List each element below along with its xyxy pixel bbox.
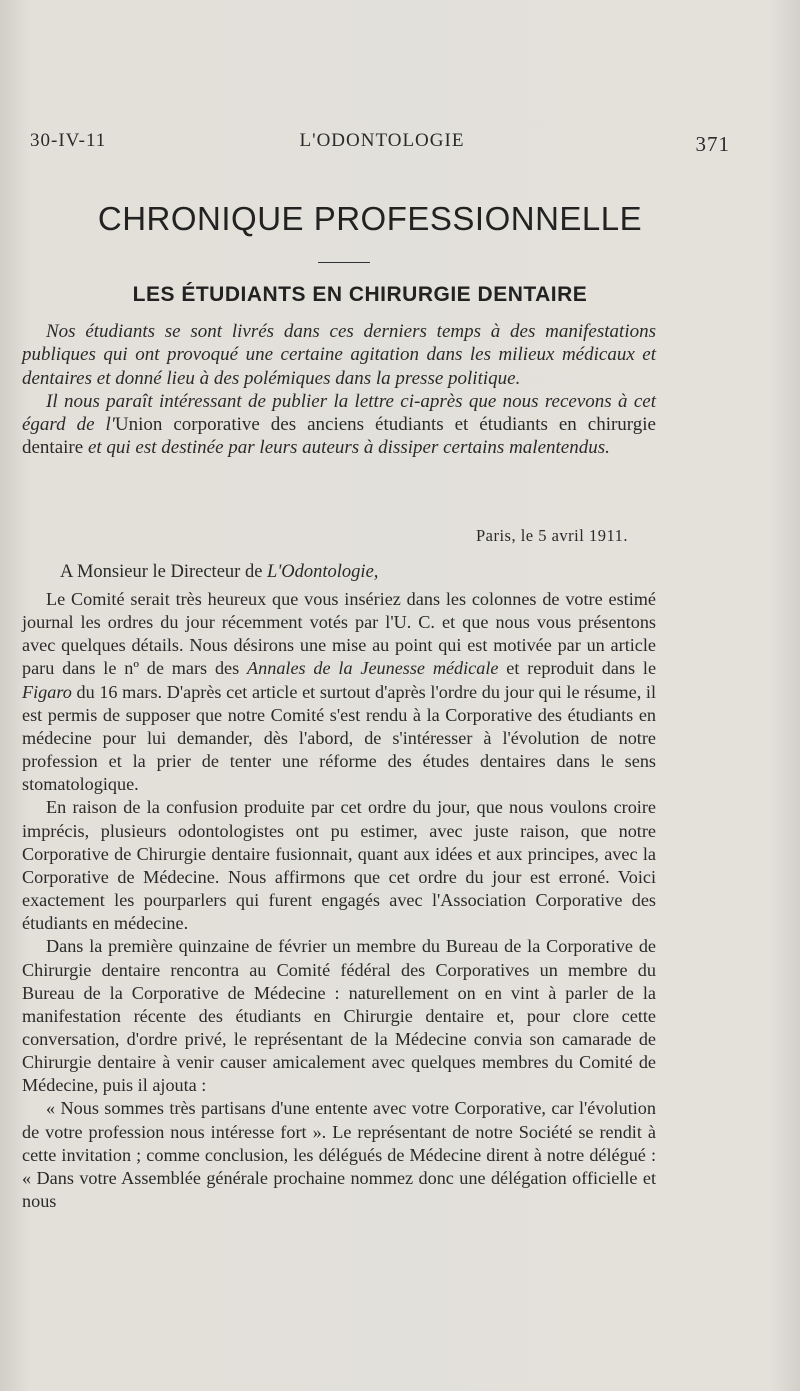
salutation-journal: L'Odontologie, — [267, 562, 379, 582]
letter-paragraph-2: En raison de la confusion produite par cet ordre du jour, que nous voulons croire imprécis, plusieurs odontologistes ont pu estimer, avec juste raison, que notre Corporative de Chirurgie dentaire fusionnait, quant aux idées et aux principes, avec la Corporative de Médecine. Nous affirmons que cet ordre du jour est erroné. Voici exactement les pourparlers qui furent engagés avec l'Association Corporative des étudiants en médecine. — [22, 797, 656, 934]
letter-p1-c: et reproduit dans le — [498, 658, 657, 679]
letter-p1-annales: Annales de la Jeunesse médicale — [247, 658, 499, 679]
page-number: 371 — [695, 132, 730, 156]
header-date: 30-IV-11 — [30, 130, 107, 151]
intro-p2-part-a: Il nous paraît intéressant de publier la lettre ci-après que nous recevons à cet égard de l' — [22, 390, 656, 436]
intro-paragraph-2 — [22, 390, 656, 460]
letter-p1-a: Le Comité serait très heureux que vous insériez dans les colonnes de votre estimé journal les ordres du jour récemment votés par l'U. C. et que nous vous présentons avec quelques détails. Nous désirons une mise au point qui est motivée par un article paru dans le nº de mars des — [22, 589, 656, 679]
header-journal-name: L'ODONTOLOGIE — [299, 130, 465, 151]
title-divider — [318, 262, 370, 263]
section-title: CHRONIQUE PROFESSIONNELLE — [97, 200, 643, 237]
salutation-text: A Monsieur le Directeur de — [60, 562, 268, 582]
intro-p2-part-c: et qui est destinée par leurs auteurs à dissiper certains malentendus. — [83, 437, 610, 459]
article-heading: LES ÉTUDIANTS EN CHIRURGIE DENTAIRE — [132, 283, 588, 306]
letter-paragraph-1 — [22, 588, 656, 796]
letter-salutation — [60, 562, 378, 583]
running-header — [30, 130, 730, 160]
letter-p1-figaro: Figaro — [22, 681, 72, 702]
editorial-intro — [22, 320, 656, 460]
letter-paragraph-4: « Nous sommes très partisans d'une entente avec votre Corporative, car l'évolution de votre profession nous intéresse fort ». Le représentant de notre Société se rendit à cette invitation ; comme conclusion, les délégués de Médecine dirent à notre délégué : « Dans votre Assemblée générale prochaine nommez donc une délégation officielle et nous — [22, 1098, 656, 1212]
letter-body — [22, 588, 656, 1213]
letter-date: Paris, le 5 avril 1911. — [475, 526, 628, 545]
intro-paragraph-1: Nos étudiants se sont livrés dans ces derniers temps à des manifestations publiques qui ont provoqué une certaine agitation dans les milieux médicaux et dentaires et donné lieu à des polémiques dans la presse politique. — [22, 321, 656, 389]
intro-p2-union-name: Union corporative des anciens étudiants et étudiants en chirurgie dentaire — [22, 414, 656, 459]
letter-p1-e: du 16 mars. D'après cet article et surtout d'après l'ordre du jour qui le résume, il est permis de supposer que notre Comité s'est rendu à la Corporative des étudiants en médecine pour lui demander, dès l'abord, de s'intéresser à l'évolution de notre profession et la prier de tenter une réforme des études dentaires dans le sens stomatologique. — [22, 681, 656, 795]
letter-paragraph-3: Dans la première quinzaine de février un membre du Bureau de la Corporative de Chirurgie dentaire rencontra au Comité fédéral des Corporatives un membre du Bureau de la Corporative de Médecine : naturellement on en vint à parler de la manifestation récente des étudiants en Chirurgie dentaire et, pour clore cette conversation, d'ordre privé, le représentant de la Médecine convia son camarade de Chirurgie dentaire à venir causer amicalement avec quelques membres du Comité de Médecine, puis il ajouta : — [22, 936, 656, 1096]
